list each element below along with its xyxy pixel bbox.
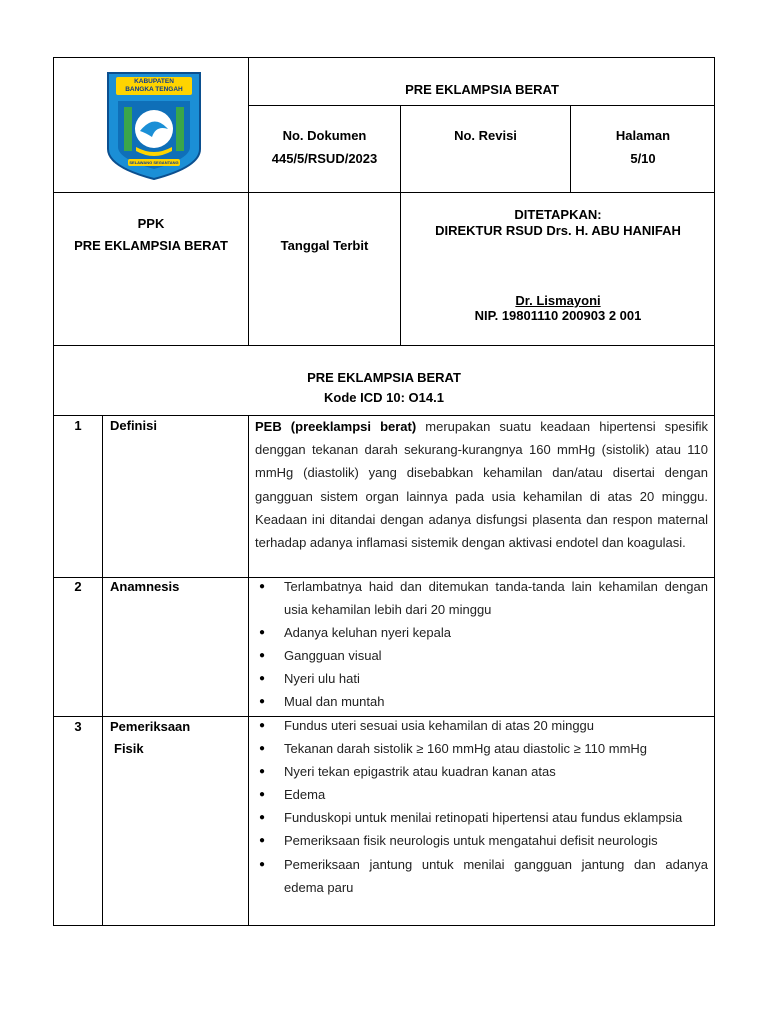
row-label-fisik: Fisik bbox=[114, 741, 144, 756]
halaman-value: 5/10 bbox=[630, 151, 656, 166]
section-title: PRE EKLAMPSIA BERAT bbox=[307, 370, 461, 385]
list-item: ● Mual dan muntah bbox=[255, 690, 708, 713]
list-item: ● Tekanan darah sistolik ≥ 160 mmHg atau diastolic ≥ 110 mmHg bbox=[255, 737, 708, 760]
header-table bbox=[53, 57, 715, 346]
no-revisi-label: No. Revisi bbox=[454, 128, 517, 143]
signer-nip: NIP. 19801110 200903 2 001 bbox=[474, 308, 642, 323]
tanggal-terbit-label: Tanggal Terbit bbox=[280, 238, 369, 253]
row-label-pemeriksaan: Pemeriksaan bbox=[110, 719, 191, 734]
row-number: 1 bbox=[74, 418, 82, 433]
signer-name: Dr. Lismayoni bbox=[515, 293, 601, 308]
no-dokumen-value: 445/5/RSUD/2023 bbox=[271, 151, 378, 166]
direktur-label: DIREKTUR RSUD Drs. H. ABU HANIFAH bbox=[435, 223, 681, 238]
no-dokumen-label: No. Dokumen bbox=[282, 128, 367, 143]
row-number: 2 bbox=[74, 579, 82, 594]
list-item: ● Nyeri ulu hati bbox=[255, 667, 708, 690]
list-item: ● Pemeriksaan fisik neurologis untuk mengatahui defisit neurologis bbox=[255, 829, 708, 852]
row-label-anamnesis: Anamnesis bbox=[110, 579, 180, 594]
definisi-lead: PEB (preeklampsi berat) bbox=[255, 419, 417, 434]
regency-logo bbox=[106, 71, 202, 181]
list-item: ● Funduskopi untuk menilai retinopati hipertensi atau fundus eklampsia bbox=[255, 806, 708, 829]
document-title: PRE EKLAMPSIA BERAT bbox=[405, 82, 559, 97]
list-item: ● Nyeri tekan epigastrik atau kuadran kanan atas bbox=[255, 760, 708, 783]
pemeriksaan-fisik-list bbox=[255, 714, 708, 899]
ppk-title: PRE EKLAMPSIA BERAT bbox=[74, 238, 228, 253]
section-icd-code: Kode ICD 10: O14.1 bbox=[324, 390, 444, 405]
row-label-definisi: Definisi bbox=[110, 418, 157, 433]
list-item: ● Edema bbox=[255, 783, 708, 806]
halaman-label: Halaman bbox=[615, 128, 671, 143]
logo-text-bottom: SELAWANG SEGANTANG bbox=[129, 160, 179, 165]
list-item: ● Pemeriksaan jantung untuk menilai gangguan jantung dan adanya edema paru bbox=[255, 853, 708, 899]
content-table bbox=[53, 345, 715, 926]
list-item: ● Adanya keluhan nyeri kepala bbox=[255, 621, 708, 644]
ditetapkan-label: DITETAPKAN: bbox=[514, 207, 602, 222]
list-item: ● Terlambatnya haid dan ditemukan tanda-tanda lain kehamilan dengan usia kehamilan lebih dari 20 minggu bbox=[255, 575, 708, 621]
list-item: ● Fundus uteri sesuai usia kehamilan di atas 20 minggu bbox=[255, 714, 708, 737]
row-number: 3 bbox=[74, 719, 82, 734]
definisi-paragraph bbox=[255, 415, 708, 554]
definisi-text: merupakan suatu keadaan hipertensi spesifik denggan tekanan darah sekurang-kurangnya 160 mmHg (sistolik) atau 110 mmHg (diastolik) yang disebabkan kehamilan dan/atau disertai dengan gangguan sistem organ lainnya pada usia kehamilan di atas 20 minggu. Keadaan ini ditandai dengan adanya disfungsi plasenta dan respon maternal terhadap adanya inflamasi sistemik dengan aktivasi endotel dan koagulasi. bbox=[255, 419, 708, 551]
anamnesis-list bbox=[255, 575, 708, 714]
list-item: ● Gangguan visual bbox=[255, 644, 708, 667]
ppk-label: PPK bbox=[137, 216, 165, 231]
logo-text-top: KABUPATEN BANGKA TENGAH bbox=[125, 78, 183, 93]
